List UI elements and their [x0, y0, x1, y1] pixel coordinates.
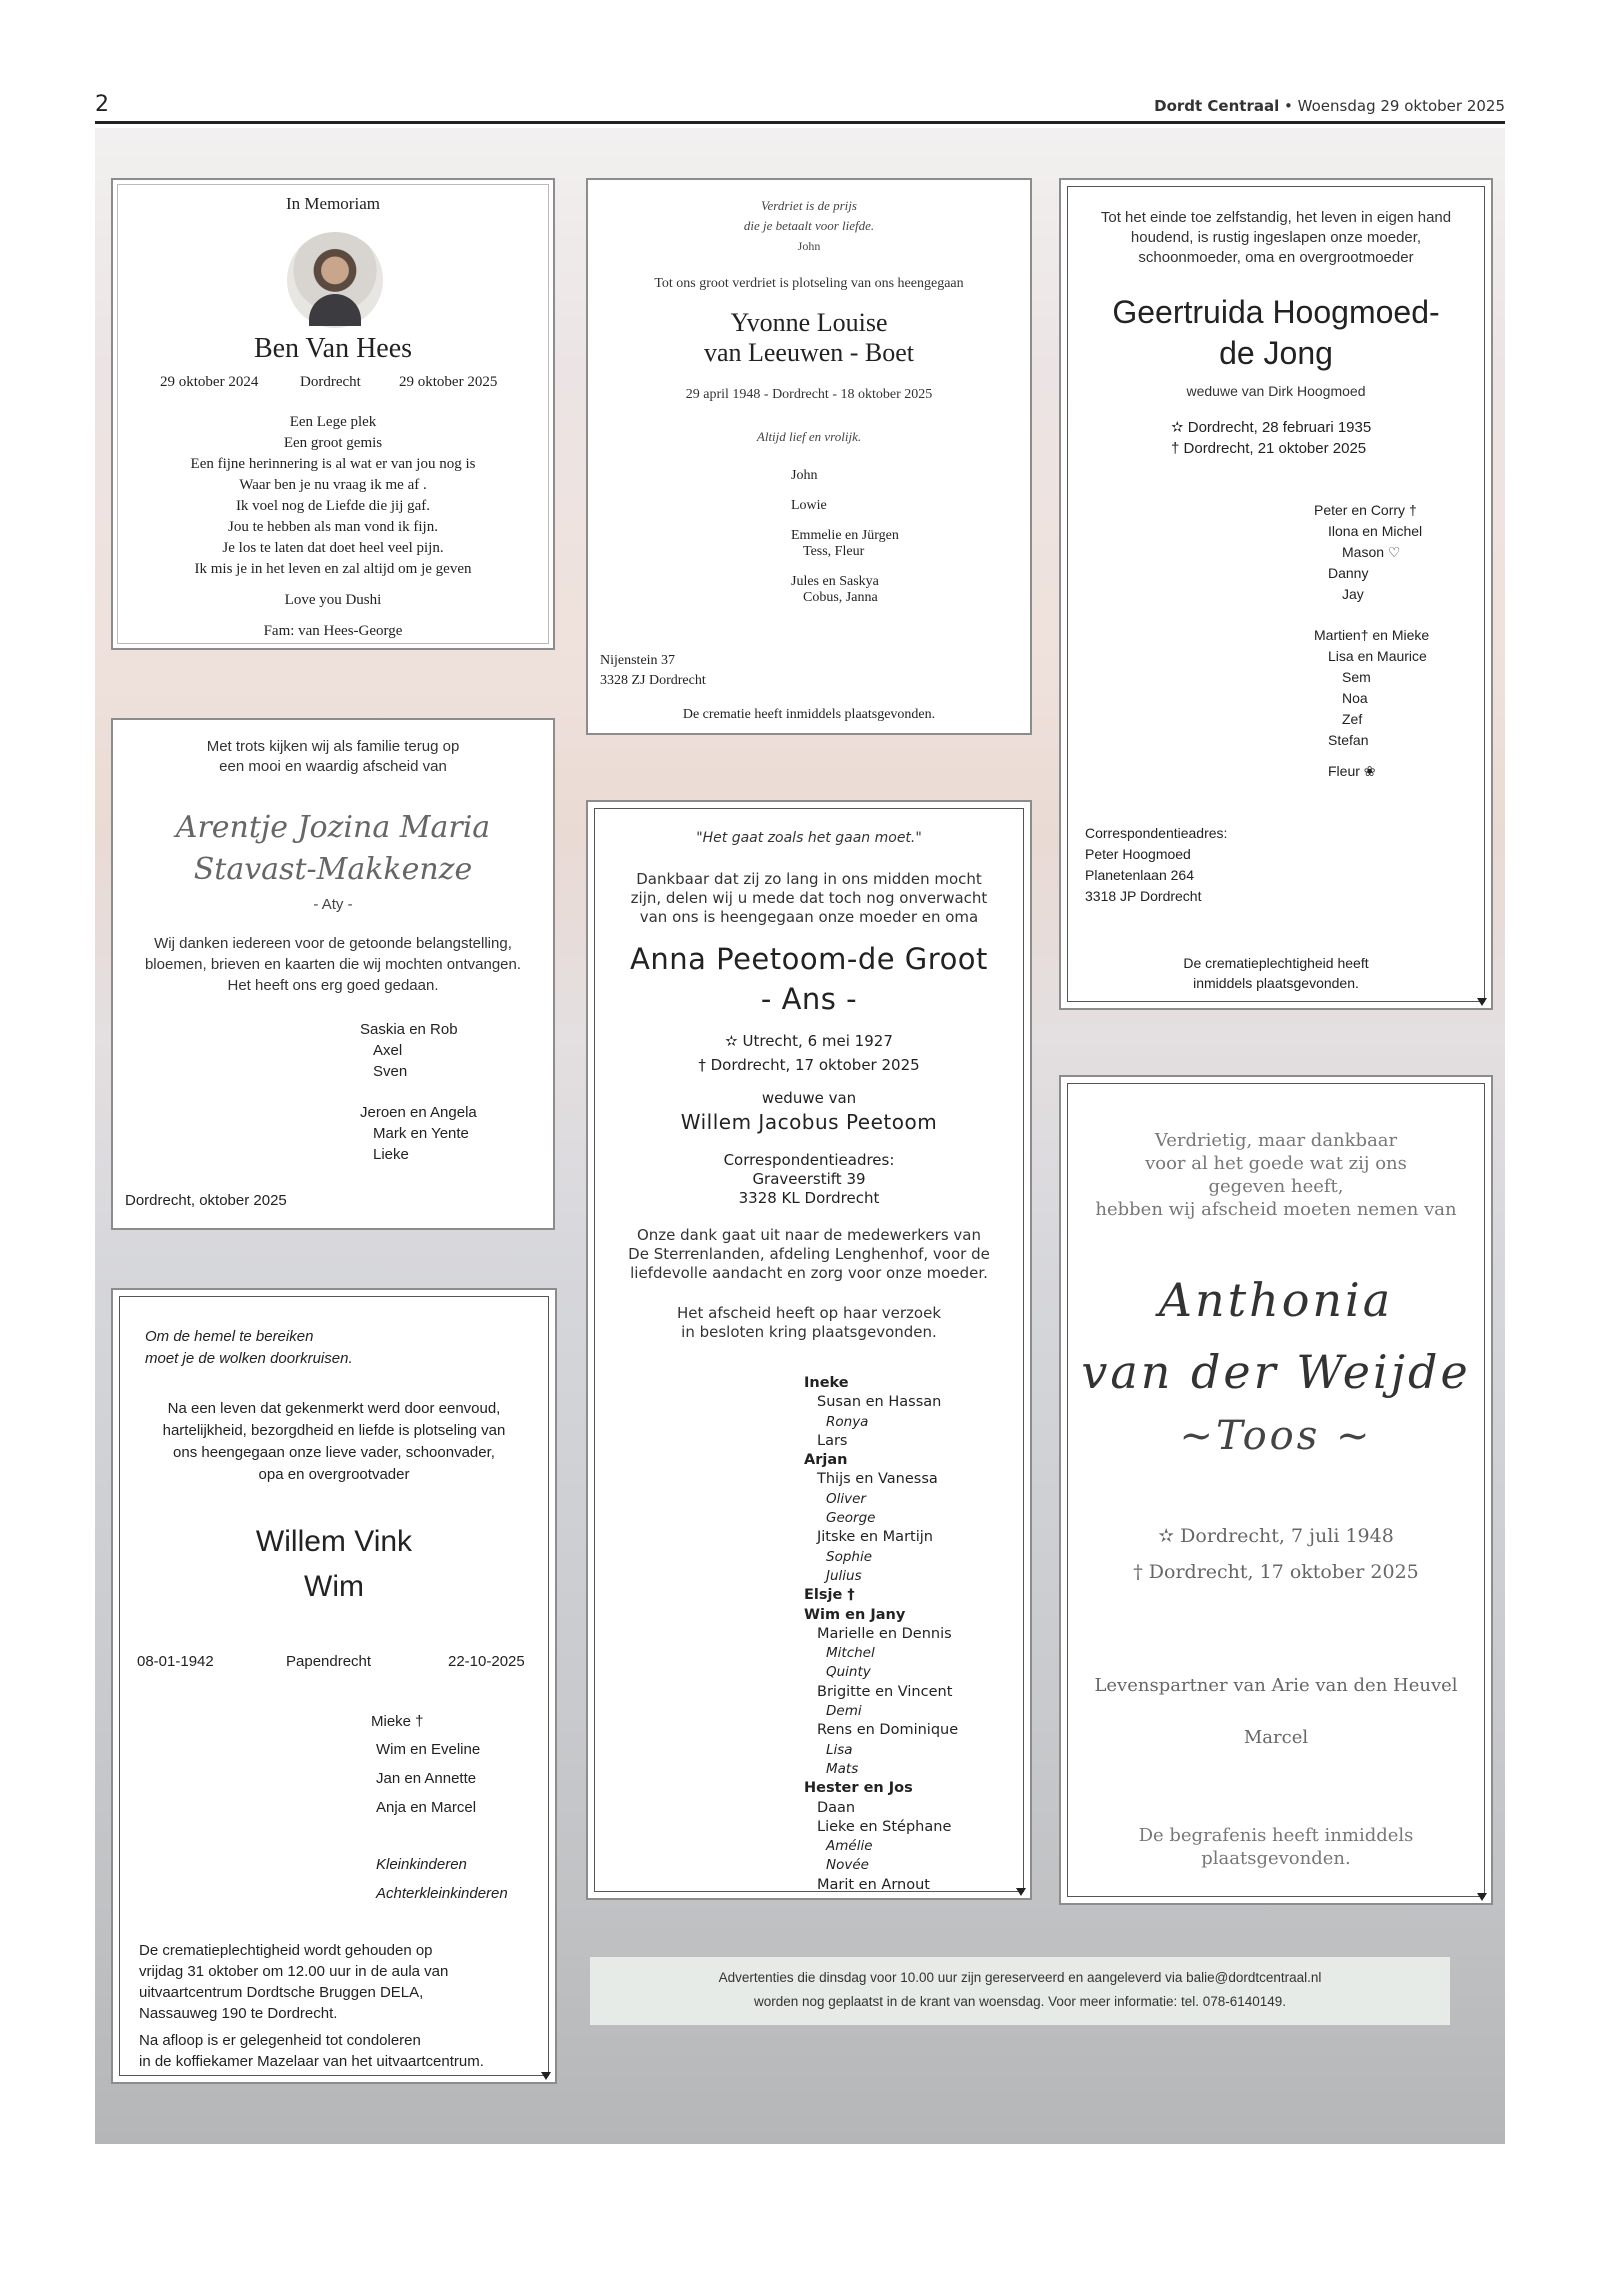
poem-line: Een Lege plek: [289, 414, 377, 430]
farewell: [588, 1304, 1030, 1342]
family-member: Cobus, Janna: [803, 590, 878, 605]
family-member: Jan en Annette: [376, 1770, 477, 1787]
farewell-line: in besloten kring plaatsgevonden.: [681, 1323, 937, 1341]
notice-line: Advertenties die dinsdag voor 10.00 uur zijn gereserveerd en aangeleverd via balie@dordtcentraal.nl: [718, 1970, 1322, 1985]
ad-yvonne-van-leeuwen: [586, 178, 1032, 735]
family-member: Lieke en Stéphane: [817, 1818, 952, 1835]
family-member: Marit en Arnout: [817, 1876, 930, 1893]
family-member: Anja en Marcel: [376, 1799, 477, 1816]
family-member: Elsje †: [804, 1587, 855, 1604]
cross-icon: †: [698, 1056, 706, 1074]
thanks: [588, 1226, 1030, 1283]
family-member: Jules en Saskya: [791, 574, 879, 589]
corr-line: Graveerstift 39: [752, 1170, 866, 1188]
nickname: Wim: [304, 1570, 364, 1603]
ceremony-line: Nassauweg 190 te Dordrecht.: [139, 2005, 338, 2022]
nickname: - Aty -: [313, 896, 353, 913]
grandchildren: Kleinkinderen: [376, 1856, 467, 1873]
family-member: Lowie: [791, 498, 827, 513]
family-member: Tess, Fleur: [803, 544, 865, 559]
intro-line: gegeven heeft,: [1208, 1176, 1344, 1197]
widow-of: weduwe van Dirk Hoogmoed: [1186, 383, 1366, 399]
died-line: [1171, 440, 1366, 457]
corr-line: Planetenlaan 264: [1085, 867, 1194, 883]
family-member: Wim en Eveline: [376, 1741, 481, 1758]
family-list: [804, 1374, 958, 1895]
poem: [113, 412, 553, 580]
family-member: Thijs en Vanessa: [817, 1471, 938, 1488]
corner-arrow-icon: [1477, 998, 1487, 1006]
corr-line: Correspondentieadres:: [1085, 825, 1228, 841]
quote-line: Om de hemel te bereiken: [145, 1328, 314, 1345]
intro-line: Dankbaar dat zij zo lang in ons midden mocht: [636, 870, 982, 888]
family-member: Daan: [817, 1799, 856, 1816]
corr-line: 3318 JP Dordrecht: [1085, 888, 1202, 904]
family-member: Hester en Jos: [804, 1780, 913, 1797]
family-member: [1314, 502, 1417, 518]
family-member: Mieke †: [371, 1713, 424, 1730]
family-member: Quinty: [826, 1664, 871, 1681]
family-member: Sven: [373, 1063, 408, 1080]
advertising-notice: [590, 1957, 1450, 2025]
intro-line: houdend, is rustig ingeslapen onze moeder,: [1130, 229, 1422, 246]
place: Papendrecht: [286, 1653, 372, 1670]
nickname: ~Toos ~: [1179, 1413, 1373, 1459]
cross-icon: †: [1360, 627, 1369, 643]
intro: [1061, 208, 1491, 268]
intro: Tot ons groot verdriet is plotseling van ons heengegaan: [654, 276, 964, 291]
ad-anthonia-van-der-weijde: [1059, 1075, 1493, 1905]
intro: [588, 870, 1030, 927]
ad-geertruida-hoogmoed: [1059, 178, 1493, 1010]
dates: 29 april 1948 - Dordrecht - 18 oktober 2025: [685, 387, 933, 402]
family-member: Danny: [1328, 565, 1369, 581]
family-member: Mark en Yente: [373, 1125, 469, 1142]
family-member: Novée: [826, 1857, 869, 1874]
family-name: Fleur: [1328, 763, 1360, 779]
family-member: [1314, 627, 1429, 643]
family-member: Jitske en Martijn: [817, 1529, 933, 1546]
condolence-line: in de koffiekamer Mazelaar van het uitvaartcentrum.: [139, 2053, 484, 2070]
place-date: Dordrecht, oktober 2025: [125, 1192, 287, 1209]
thanks-line: De Sterrenlanden, afdeling Lenghenhof, voor de: [628, 1245, 990, 1263]
died-line: [588, 1056, 1030, 1074]
condolence: [139, 2030, 484, 2072]
family-member: Noa: [1342, 690, 1368, 706]
poem-line: Ik voel nog de Liefde die jij gaf.: [235, 498, 431, 514]
quote-line: die je betaalt voor liefde.: [743, 218, 875, 233]
deceased-name: Arentje Jozina Maria: [175, 810, 491, 845]
star-icon: ✫: [1171, 419, 1184, 436]
portrait-photo: [287, 232, 383, 328]
intro-line: zijn, delen wij u mede dat toch nog onverwacht: [630, 889, 988, 907]
family-member: Saskia en Rob: [360, 1021, 458, 1038]
died-line: [1061, 1561, 1491, 1583]
motto: Altijd lief en vrolijk.: [756, 429, 862, 444]
intro: [113, 1398, 555, 1486]
family-name: en Mieke: [1372, 627, 1430, 643]
intro: [1061, 1129, 1491, 1221]
corner-arrow-icon: [1477, 1893, 1487, 1901]
family-member: Julius: [826, 1567, 862, 1584]
cremation-note: [1061, 953, 1491, 993]
page-number: 2: [95, 92, 109, 117]
date-left: 29 oktober 2024: [160, 374, 259, 390]
intro-line: hartelijkheid, bezorgdheid en liefde is plotseling van: [162, 1422, 506, 1439]
notice-line: worden nog geplaatst in de krant van woensdag. Voor meer informatie: tel. 078-6140149.: [753, 1994, 1287, 2009]
date-right: 22-10-2025: [448, 1653, 525, 1670]
family-member: Sem: [1342, 669, 1371, 685]
thanks-line: Wij danken iedereen voor de getoonde belangstelling,: [154, 935, 512, 952]
quote-line: Verdriet is de prijs: [761, 198, 857, 213]
date-left: 08-01-1942: [137, 1653, 214, 1670]
poem-line: Waar ben je nu vraag ik me af .: [239, 477, 427, 493]
cross-icon: †: [1171, 440, 1180, 457]
address-line: 3328 ZJ Dordrecht: [600, 673, 706, 688]
family-member: John: [791, 468, 818, 483]
intro-line: Met trots kijken wij als familie terug op: [206, 738, 460, 755]
farewell-line: Het afscheid heeft op haar verzoek: [676, 1304, 942, 1322]
deceased-name: de Jong: [1219, 335, 1333, 371]
corr-line: 3328 KL Dordrecht: [738, 1189, 880, 1207]
intro-line: ons heengegaan onze lieve vader, schoonvader,: [173, 1444, 495, 1461]
family-member: Mitchel: [826, 1645, 875, 1662]
family-member: George: [826, 1510, 876, 1527]
corner-arrow-icon: [541, 2072, 551, 2080]
ad-willem-vink: [111, 1288, 557, 2084]
burial-note: plaatsgevonden.: [1201, 1848, 1351, 1869]
partner: Levenspartner van Arie van den Heuvel: [1094, 1675, 1458, 1696]
thanks: [113, 933, 553, 996]
intro-line: een mooi en waardig afscheid van: [219, 758, 447, 775]
thanks-line: liefdevolle aandacht en zorg voor onze moeder.: [630, 1264, 988, 1282]
poem-line: Ik mis je in het leven en zal altijd om je geven: [194, 561, 472, 577]
closing: Love you Dushi: [284, 592, 382, 608]
quote: "Het gaat zoals het gaan moet.": [696, 830, 922, 846]
date-right: 29 oktober 2025: [399, 374, 498, 390]
intro-line: schoonmoeder, oma en overgrootmoeder: [1138, 249, 1414, 266]
born-line: [1061, 1525, 1491, 1547]
widow-name: Willem Jacobus Peetoom: [680, 1110, 938, 1134]
deceased-name: Willem Vink: [255, 1525, 413, 1558]
family-member: [1342, 544, 1400, 561]
corner-arrow-icon: [1016, 1888, 1026, 1896]
note-line: inmiddels plaatsgevonden.: [1193, 975, 1359, 991]
ceremony: [139, 1940, 448, 2024]
intro-line: opa en overgrootvader: [258, 1466, 410, 1483]
star-icon: ✫: [725, 1032, 738, 1050]
family-name: Peter en Corry: [1314, 502, 1406, 518]
ad-ben-van-hees: [111, 178, 555, 650]
family-member: Brigitte en Vincent: [817, 1683, 953, 1700]
family-member: Emmelie en Jürgen: [791, 528, 899, 543]
intro-line: voor al het goede wat zij ons: [1145, 1153, 1407, 1174]
ceremony-line: vrijdag 31 oktober om 12.00 uur in de aula van: [139, 1963, 449, 1980]
family-member: Axel: [373, 1042, 403, 1059]
correspondence: [1085, 823, 1227, 907]
thanks-line: bloemen, brieven en kaarten die wij mochten ontvangen.: [144, 956, 522, 973]
cross-icon: †: [1408, 502, 1417, 518]
family-member: Lars: [817, 1432, 848, 1449]
paw-icon: ❀: [1363, 763, 1376, 779]
born-date: Dordrecht, 28 februari 1935: [1187, 419, 1372, 436]
paper-name: Dordt Centraal: [1154, 97, 1280, 115]
family-member: Jeroen en Angela: [360, 1104, 477, 1121]
family-member: Lieke: [373, 1146, 409, 1163]
deceased-name: van Leeuwen - Boet: [703, 338, 915, 367]
burial-note: De begrafenis heeft inmiddels: [1138, 1825, 1414, 1846]
note-line: De crematieplechtigheid heeft: [1183, 955, 1369, 971]
ad-arentje-stavast: [111, 718, 555, 1230]
family-member: Ineke: [804, 1375, 849, 1391]
intro-line: Na een leven dat gekenmerkt werd door eenvoud,: [167, 1400, 501, 1417]
nickname: - Ans -: [760, 982, 858, 1016]
born-line: [588, 1032, 1030, 1050]
family-member: Ilona en Michel: [1328, 523, 1423, 539]
family-member: Marielle en Dennis: [817, 1625, 952, 1642]
family-member: Sophie: [826, 1548, 873, 1565]
heart-icon: ♡: [1387, 544, 1401, 560]
quote-author: John: [797, 239, 821, 253]
corr-line: Peter Hoogmoed: [1085, 846, 1191, 862]
ad-anna-peetoom: [586, 800, 1032, 1900]
deceased-name: Ben Van Hees: [253, 333, 413, 364]
thanks-line: Onze dank gaat uit naar de medewerkers van: [636, 1226, 982, 1244]
died-date: Dordrecht, 21 oktober 2025: [1183, 440, 1367, 457]
star-icon: ✫: [1158, 1525, 1175, 1547]
masthead: [1154, 97, 1505, 115]
deceased-name: Anna Peetoom-de Groot: [630, 942, 988, 976]
family-member: Susan en Hassan: [817, 1394, 942, 1411]
family-member: Rens en Dominique: [817, 1722, 959, 1739]
great-grandchildren: Achterkleinkinderen: [376, 1885, 508, 1902]
deceased-name: Geertruida Hoogmoed-: [1112, 294, 1440, 330]
poem-line: Een fijne herinnering is al wat er van jou nog is: [190, 456, 476, 472]
ceremony-line: uitvaartcentrum Dordtsche Bruggen DELA,: [139, 1984, 424, 2001]
intro-line: Verdrietig, maar dankbaar: [1154, 1130, 1398, 1151]
family-member: Jay: [1342, 586, 1364, 602]
family-name: Martien: [1314, 627, 1361, 643]
portrait-body: [309, 294, 361, 326]
family-member: Arjan: [804, 1452, 848, 1469]
family-member: Wim en Jany: [804, 1606, 906, 1623]
poem-line: Je los te laten dat doet heel veel pijn.: [222, 540, 444, 556]
corr-label: Correspondentieadres:: [723, 1151, 895, 1169]
address-line: Nijenstein 37: [600, 653, 676, 668]
thanks-line: Het heeft ons erg goed gedaan.: [227, 977, 439, 994]
heading: In Memoriam: [286, 194, 380, 213]
poem-line: Een groot gemis: [283, 435, 383, 451]
family-name: Mason: [1342, 544, 1385, 560]
condolence-line: Na afloop is er gelegenheid tot condoleren: [139, 2032, 421, 2049]
family-member: Amélie: [826, 1838, 873, 1855]
family-member: Mats: [826, 1760, 859, 1777]
born-date: Dordrecht, 7 juli 1948: [1180, 1525, 1394, 1547]
born-date: Utrecht, 6 mei 1927: [742, 1032, 893, 1050]
place: Dordrecht: [300, 374, 361, 390]
family-member: Oliver: [826, 1490, 866, 1507]
deceased-name: van der Weijde: [1081, 1345, 1471, 1399]
family-signature: Fam: van Hees-George: [263, 623, 403, 639]
intro-line: hebben wij afscheid moeten nemen van: [1095, 1199, 1457, 1220]
quote-line: moet je de wolken doorkruisen.: [145, 1350, 353, 1367]
intro-line: Tot het einde toe zelfstandig, het leven in eigen hand: [1100, 209, 1452, 226]
intro-line: van ons is heengegaan onze moeder en oma: [639, 908, 979, 926]
issue-date: Woensdag 29 oktober 2025: [1297, 97, 1505, 115]
widow-label: weduwe van: [761, 1089, 857, 1107]
header-rule: [95, 121, 1505, 124]
born-line: [1171, 418, 1371, 436]
died-date: Dordrecht, 17 oktober 2025: [710, 1056, 920, 1074]
ceremony-line: De crematieplechtigheid wordt gehouden op: [139, 1942, 433, 1959]
died-date: Dordrecht, 17 oktober 2025: [1148, 1561, 1419, 1583]
family-member: Ronya: [826, 1413, 869, 1430]
deceased-name: Anthonia: [1158, 1273, 1394, 1327]
separator: •: [1284, 97, 1293, 115]
family-member: Demi: [826, 1703, 862, 1720]
cremation-note: De crematie heeft inmiddels plaatsgevonden.: [682, 707, 936, 722]
family-member: Lisa en Maurice: [1328, 648, 1427, 664]
deceased-name: Yvonne Louise: [730, 308, 888, 337]
poem-line: Jou te hebben als man vond ik fijn.: [228, 519, 438, 535]
deceased-name: Stavast-Makkenze: [193, 852, 473, 887]
cross-icon: †: [1133, 1561, 1143, 1583]
child: Marcel: [1243, 1727, 1309, 1748]
family-member: Stefan: [1328, 732, 1369, 748]
family-member: Lisa: [826, 1741, 853, 1758]
family-member: [1328, 763, 1376, 780]
family-member: Zef: [1342, 711, 1363, 727]
